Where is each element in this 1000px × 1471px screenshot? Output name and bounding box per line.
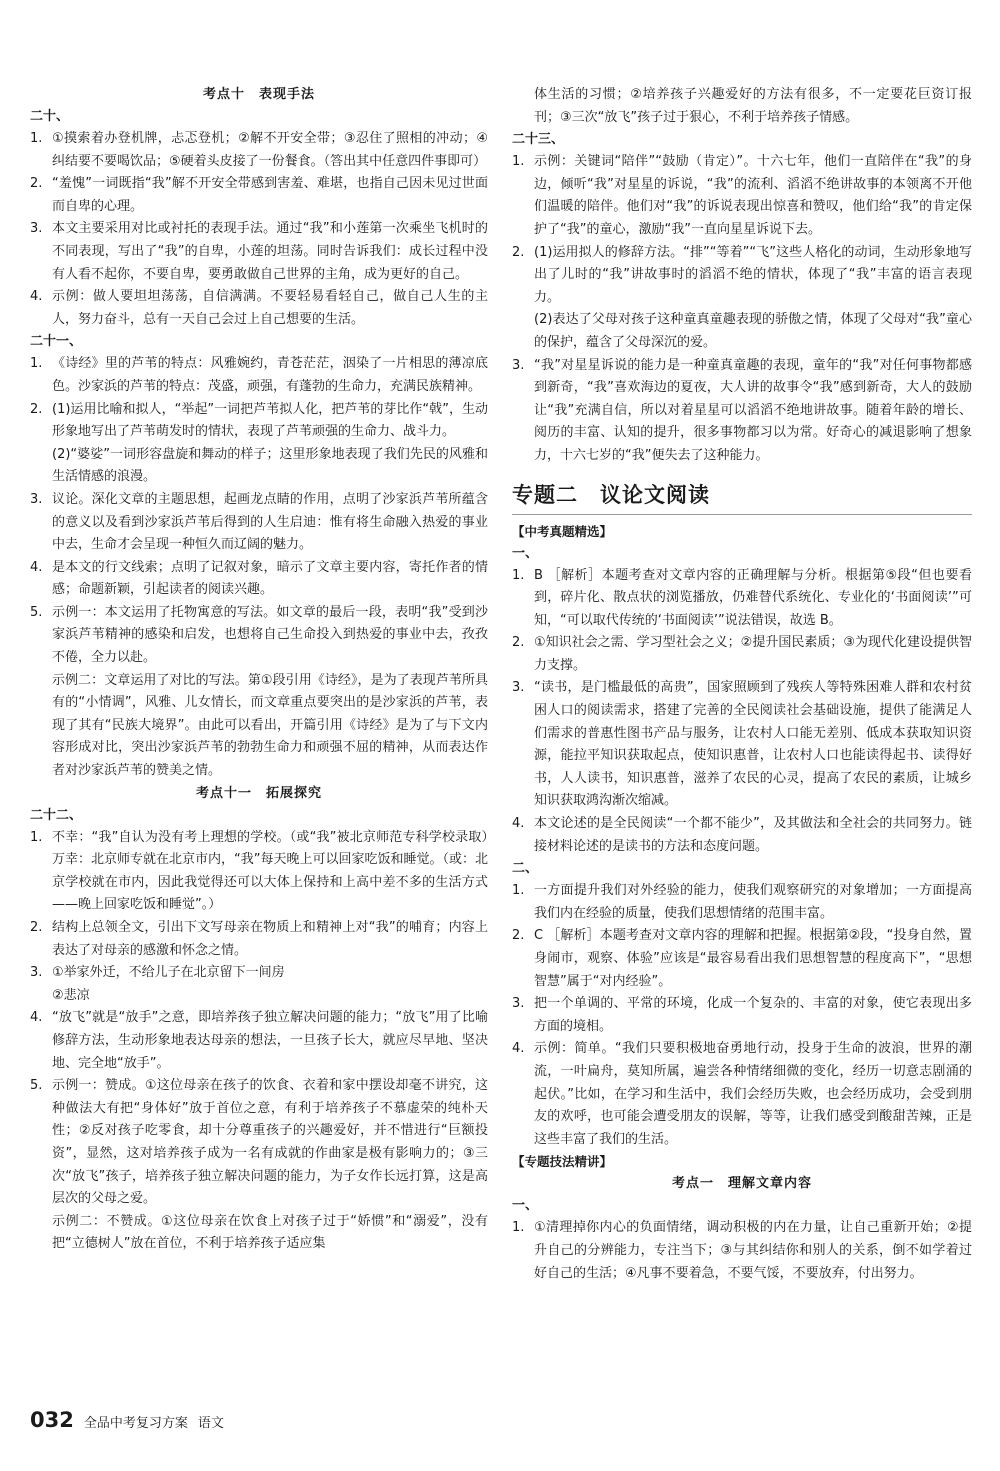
item-text: 示例：做人要坦坦荡荡，自信满满。不要轻易看轻自己，做自己人生的主人，努力奋斗，总有一天自己会过上自己想要的生活。: [52, 289, 488, 327]
item-text: ①摸索着办登机牌，忐忑登机；②解不开安全带；③忍住了照相的冲动；④纠结要不要喝饮品；⑤硬着头皮接了一份餐食。（答出其中任意四件事即可）: [52, 131, 488, 169]
question-group-label: 二十一、: [30, 334, 83, 350]
item-number: 2.: [30, 401, 43, 417]
answer-item: [30, 399, 488, 444]
answer-item: [512, 632, 972, 677]
item-continuation: ②悲凉: [52, 987, 90, 1003]
book-title: 全品中考复习方案: [83, 1416, 188, 1431]
item-continuation: 示例二：文章运用了对比的写法。第①段引用《诗经》，是为了表现芦苇所具有的“小情调”，风雅、儿女情长，而文章重点要突出的是沙家浜的芦苇，表现了其有“民族大境界”。由此可以看出，开篇引用《诗经》是为了与下文内容形成对比，突出沙家浜芦苇的勃勃生命力和顽强不屈的精神，从而表达作者对沙家浜芦苇的赞美之情。: [52, 672, 488, 779]
answer-item: [30, 128, 488, 173]
answer-item: [512, 677, 972, 813]
answer-item: [30, 489, 488, 557]
item-number: 1.: [30, 131, 43, 146]
item-text: 示例一：本文运用了托物寓意的写法。如文章的最后一段，表明“我”受到沙家浜芦苇精神的感染和启发，也想将自己生命投入到热爱的事业中去，孜孜不倦，全力以赴。: [52, 604, 488, 666]
question-group-label: 一、: [512, 545, 539, 561]
item-text: “我”对星星诉说的能力是一种童真童趣的表现，童年的“我”对任何事物都感到新奇，“我”喜欢海边的夏夜，大人讲的故事令“我”感到新奇，大人的鼓励让“我”充满自信，所以对着星星可以滔滔不绝地讲故事。随着年龄的增长、阅历的丰富、认知的提升，很多事物都习以为常。好奇心的减退影响了想象力，十六七岁的“我”便失去了这种能力。: [534, 357, 972, 463]
left-column: [30, 84, 502, 1256]
answer-item: [512, 813, 972, 858]
item-text: 《诗经》里的芦苇的特点：风雅婉约，青苍茫茫，洇染了一片相思的薄凉底色。沙家浜的芦苇的特点：茂盛，顽强，有蓬勃的生命力，充满民族精神。: [52, 356, 488, 394]
item-text: 一方面提升我们对外经验的能力，使我们观察研究的对象增加；一方面提高我们内在经验的质量，使我们思想情绪的范围丰富。: [534, 883, 972, 921]
answer-item: [30, 353, 488, 398]
item-text: 结构上总领全文，引出下文写母亲在物质上和精神上对“我”的哺育；内容上表达了对母亲的感激和怀念之情。: [52, 920, 488, 958]
item-continuation: 示例二：不赞成。①这位母亲在饮食上对孩子过于“娇惯”和“溺爱”，没有把“立德树人”放在首位，不利于培养孩子适应集: [52, 1213, 488, 1252]
answer-item: [512, 242, 972, 310]
section-header: 考点十 表现手法: [202, 87, 315, 102]
item-text: “读书，是门槛最低的高贵”，国家照顾到了残疾人等特殊困难人群和农村贫困人口的阅读需求，搭建了完善的全民阅读社会基础设施，提供了能满足人们需求的普惠性图书产品与服务，让农村人口能无差别、低成本获取知识资源，能拉平知识获取起点，使知识惠普，让农村人口也能读得起书、读得好书，人人读书，知识惠普，滋养了农民的心灵，提高了农民的素质，让城乡知识获取鸿沟渐次缩减。: [534, 680, 972, 809]
item-continuation: (2)表达了父母对孩子这种童真童趣表现的骄傲之情，体现了父母对“我”童心的保护，蕴含了父母深沉的爱。: [534, 312, 972, 350]
item-text: ①清理掉你内心的负面情绪，调动积极的内在力量，让自己重新开始；②提升自己的分辨能力，专注当下；③与其纠结你和别人的关系，倒不如学着过好自己的生活；④凡事不要着急，不要气馁，不要放弃，付出努力。: [534, 1220, 972, 1281]
item-text: 示例：简单。“我们只要积极地奋勇地行动，投身于生命的波浪，世界的潮流，一叶扁舟，莫知所属，遍尝各种情绪细微的变化，经历一切意志剧涌的起伏。”比如，在学习和生活中，我们会经历失败，也会经历成功，会受到朋友的欢呼，也可能会遭受朋友的误解，等等，让我们感受到酸甜苦辣，正是这些丰富了我们的生活。: [534, 1041, 972, 1147]
item-text: B ［解析］本题考查对文章内容的正确理解与分析。根据第⑤段“但也要看到，碎片化、散点状的浏览播放，仍难替代系统化、专业化的‘书面阅读’”可知，“可以取代传统的‘书面阅读’”说法错误，故选 B。: [534, 567, 972, 628]
item-text: “羞愧”一词既指“我”解不开安全带感到害羞、难堪，也指自己因未见过世面而自卑的心理。: [52, 176, 488, 214]
answer-item: [30, 827, 502, 917]
item-text: ①举家外迁，不给儿子在北京留下一间房: [52, 965, 285, 981]
item-text: 议论。深化文章的主题思想，起画龙点睛的作用，点明了沙家浜芦苇所蕴含的意义以及看到沙家浜芦苇后得到的人生启迪：惟有将生命融入热爱的事业中去，生命才会呈现一种恒久而辽阔的魅力。: [52, 491, 488, 553]
answer-item: [30, 557, 488, 602]
item-number: 1.: [30, 356, 43, 372]
question-group-label: 二十、: [30, 109, 70, 124]
answer-item: [512, 1217, 972, 1285]
topic-title: 专题二 议论文阅读: [512, 480, 972, 515]
item-number: 2.: [30, 176, 43, 192]
answer-item: [512, 925, 972, 993]
right-column: [512, 84, 972, 1285]
item-text: 本文论述的是全民阅读“一个都不能少”，及其做法和全社会的共同努力。链接材料论述的是读书的方法和态度问题。: [534, 816, 972, 854]
question-group-label: 一、: [512, 1198, 539, 1214]
answer-item: [30, 173, 488, 218]
answer-item: [512, 880, 972, 925]
answer-item: [30, 962, 488, 985]
answer-item: [512, 993, 972, 1038]
item-number: 3.: [512, 996, 525, 1012]
answer-item: [512, 151, 972, 241]
item-text: 示例一：赞成。①这位母亲在孩子的饮食、衣着和家中摆设却毫不讲究，这种做法大有把“身体好”放于首位之意，有利于培养孩子不慕虚荣的纯朴天性；②反对孩子吃零食，却十分尊重孩子的兴趣爱好，并不惜进行“巨额投资”，显然，这对培养孩子成为一名有成就的作曲家是极有影响力的；③三次“放飞”孩子，培养孩子独立解决问题的能力，为子女作长远打算，这是高层次的父母之爱。: [52, 1078, 488, 1207]
item-text: C ［解析］本题考查对文章内容的理解和把握。根据第②段，“投身自然，置身闹市，观察、体验”应该是“最容易看出我们思想智慧的程度高下”，“思想智慧”属于“对内经验”。: [534, 928, 972, 989]
item-text: 本文主要采用对比或衬托的表现手法。通过“我”和小莲第一次乘坐飞机时的不同表现，写出了“我”的自卑，小莲的坦荡。同时告诉我们：成长过程中没有人看不起你，不要自卑，要勇敢做自己世界的主角，成为更好的自己。: [52, 221, 488, 282]
item-number: 3.: [30, 491, 43, 507]
item-number: 1.: [512, 154, 525, 170]
item-number: 3.: [512, 357, 525, 373]
answer-item: [30, 602, 488, 670]
section-header: 考点一 理解文章内容: [671, 1176, 812, 1192]
subsection-tag: 【专题技法精讲】: [512, 1154, 613, 1170]
item-number: 4.: [512, 816, 525, 832]
subject-label: 语文: [197, 1416, 224, 1431]
item-number: 3.: [30, 221, 43, 237]
answer-item: [512, 1038, 972, 1151]
subsection-tag: 【中考真题精选】: [512, 523, 613, 539]
item-continuation: 体生活的习惯；②培养孩子兴趣爱好的方法有很多，不一定要花巨资订报刊；③三次“放飞”孩子过于狠心，不利于培养孩子情感。: [534, 87, 972, 125]
item-number: 2.: [512, 635, 525, 651]
item-text: “放飞”就是“放手”之意，即培养孩子独立解决问题的能力；“放飞”用了比喻修辞方法，生动形象地表达母亲的想法，一旦孩子长大，就应尽早地、坚决地、完全地“放手”。: [52, 1010, 488, 1071]
item-text: 把一个单调的、平常的环境，化成一个复杂的、丰富的对象，使它表现出多方面的境相。: [534, 996, 972, 1034]
item-text: ①知识社会之需、学习型社会之义；②提升国民素质；③为现代化建设提供智力支撑。: [534, 635, 972, 673]
item-text: (1)运用拟人的修辞方法。“排”“等着”“飞”这些人格化的动词，生动形象地写出了儿时的“我”讲故事时的滔滔不绝的情状，体现了“我”丰富的语言表现力。: [534, 244, 972, 305]
answer-item: [30, 286, 488, 331]
item-number: 4.: [512, 1041, 525, 1057]
item-number: 5.: [30, 604, 43, 620]
item-number: 3.: [512, 680, 525, 696]
answer-item: [30, 218, 488, 286]
answer-item: [512, 355, 972, 468]
item-text: 是本文的行文线索；点明了记叙对象，暗示了文章主要内容，寄托作者的情感；命题新颖，引起读者的阅读兴趣。: [52, 559, 488, 598]
item-number: 3.: [30, 965, 43, 981]
item-number: 4.: [30, 559, 43, 575]
answer-item: [512, 565, 972, 633]
item-number: 1.: [512, 567, 525, 583]
item-number: 1.: [512, 883, 525, 899]
item-continuation: (2)“婆娑”一词形容盘旋和舞动的样子；这里形象地表现了我们先民的风雅和生活情感的浪漫。: [52, 446, 488, 485]
item-number: 4.: [30, 1010, 43, 1026]
answer-item: [30, 1075, 488, 1211]
section-header: 考点十一 拓展探究: [195, 785, 322, 801]
item-number: 2.: [30, 920, 43, 935]
question-group-label: 二十三、: [512, 132, 565, 148]
item-number: 2.: [512, 244, 525, 260]
answer-item: [30, 917, 488, 962]
page-footer: [30, 1408, 224, 1432]
question-group-label: 二、: [512, 861, 539, 877]
question-group-label: 二十二、: [30, 807, 83, 823]
item-number: 5.: [30, 1078, 43, 1094]
item-number: 1.: [512, 1220, 525, 1236]
page-number: 032: [30, 1408, 74, 1432]
item-number: 1.: [30, 829, 43, 845]
item-text: 不幸：“我”自认为没有考上理想的学校。（或“我”被北京师范专科学校录取） 万幸：北京师专就在北京市内，“我”每天晚上可以回家吃饭和睡觉。（或：北京学校就在市内，因此我觉得还可以大体上保持和上高中差不多的生活方式——晚上回家吃饭和睡觉”。）: [52, 829, 502, 913]
answer-item: [30, 1007, 488, 1075]
item-number: 2.: [512, 928, 525, 944]
item-text: (1)运用比喻和拟人，“举起”一词把芦苇拟人化，把芦苇的芽比作“戟”，生动形象地写出了芦苇萌发时的情状，表现了芦苇顽强的生命力、战斗力。: [52, 401, 488, 440]
item-number: 4.: [30, 289, 43, 305]
item-text: 示例：关键词“陪伴”“鼓励（肯定）”。十六七年，他们一直陪伴在“我”的身边，倾听“我”对星星的诉说，“我”的流利、滔滔不绝讲故事的本领离不开他们温暖的陪伴。他们对“我”的诉说表现出惊喜和赞叹，他们给“我”的肯定保护了“我”的童心，激励“我”一直向星星诉说下去。: [534, 154, 972, 237]
